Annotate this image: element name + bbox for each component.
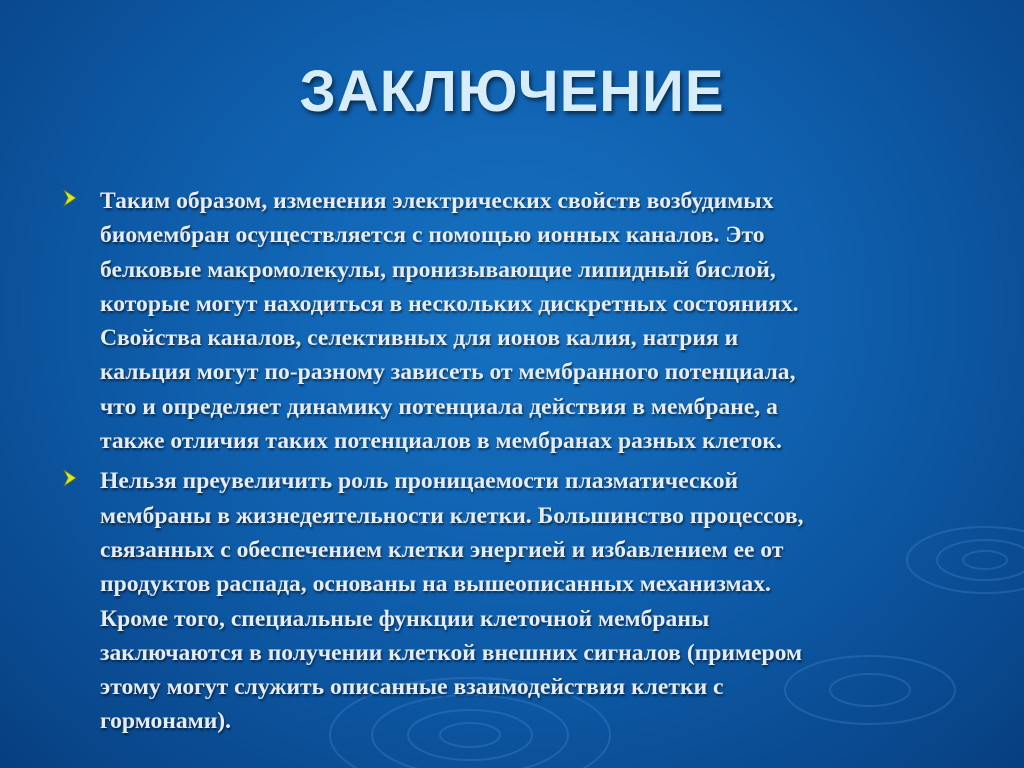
text-line: заключаются в получении клеткой внешних сигналов (примером [100, 639, 803, 666]
text-line: белковые макромолекулы, пронизывающие липидный бислой, [100, 256, 776, 283]
text-line: также отличия таких потенциалов в мембранах разных клеток. [100, 428, 782, 455]
text-line: Таким образом, изменения электрических свойств возбудимых [100, 188, 774, 214]
text-line: что и определяет динамику потенциала действия в мембране, а [100, 393, 778, 420]
text-line: Свойства каналов, селективных для ионов калия, натрия и [100, 325, 739, 352]
slide-title: ЗАКЛЮЧЕНИЕ [299, 59, 725, 124]
bullet-text-2 [100, 464, 804, 738]
text-line: кальция могут по-разному зависеть от мембранного потенциала, [100, 359, 796, 386]
bullet-item-2 [62, 464, 962, 738]
text-line: Кроме того, специальные функции клеточной мембраны [100, 605, 710, 632]
bullet-item-1 [62, 184, 962, 458]
text-line: биомембран осуществляется с помощью ионных каналов. Это [100, 222, 765, 249]
chevron-right-icon [62, 184, 100, 212]
chevron-right-icon [62, 464, 100, 492]
text-line: продуктов распада, основаны на вышеописанных механизмах. [100, 571, 771, 598]
slide-body [62, 184, 962, 745]
text-line: которые могут находиться в нескольких дискретных состояниях. [100, 290, 799, 317]
text-line: мембраны в жизнедеятельности клетки. Большинство процессов, [100, 502, 804, 529]
text-line: Нельзя преувеличить роль проницаемости плазматической [100, 468, 739, 495]
text-line: гормонами). [100, 708, 232, 735]
text-line: этому могут служить описанные взаимодействия клетки с [100, 674, 724, 701]
text-line: связанных с обеспечением клетки энергией и избавлением ее от [100, 536, 784, 563]
bullet-text-1 [100, 184, 799, 458]
